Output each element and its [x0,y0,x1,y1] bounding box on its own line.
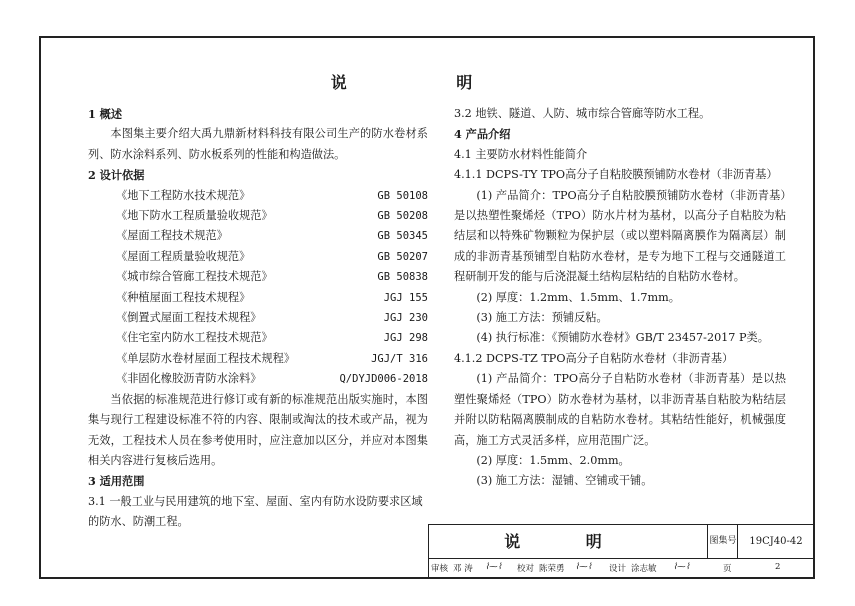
left-column [88,104,428,533]
product-1-standard: (4) 执行标准：《预铺防水卷材》GB/T 23457-2017 P类。 [476,331,769,345]
section-4-1: 4.1 主要防水材料性能简介 [454,147,588,161]
design-label: 设计 [609,564,627,574]
standard-code: GB 50108 [377,189,428,202]
standard-row [88,186,428,206]
standard-row [88,349,428,369]
section-4-1-1: 4.1.1 DCPS-TY TPO高分子自粘胶膜预铺防水卷材（非沥青基） [454,168,778,182]
standard-row [88,288,428,308]
standard-code: GB 50345 [377,230,428,243]
product-1-method: (3) 施工方法：预铺反粘。 [476,311,608,325]
standard-name: 《倒置式屋面工程技术规程》 [116,311,262,325]
proofer-name: 陈荣勇 [539,564,565,574]
standard-code: JGJ 230 [383,312,428,325]
product-2-thickness: (2) 厚度：1.5mm、2.0mm。 [476,453,630,467]
reviewer-name: 邓 涛 [453,564,473,574]
designer-signature: ⌇⁓⌇ [673,562,690,572]
designer-name: 涂志敏 [631,564,657,574]
section-1-heading: 1 概述 [88,107,123,121]
section-3-2: 3.2 地铁、隧道、人防、城市综合管廊等防水工程。 [454,107,711,120]
standard-code: JGJ/T 316 [371,352,428,365]
standard-code: GB 50208 [377,210,428,223]
standard-name: 《非固化橡胶沥青防水涂料》 [116,372,262,386]
standard-code: GB 50838 [377,271,428,284]
section-3-heading: 3 适用范围 [88,474,145,489]
standard-row [88,247,428,267]
page-number: 2 [775,562,781,572]
standard-name: 《屋面工程技术规范》 [116,229,228,243]
product-1-intro: (1) 产品简介：TPO高分子自粘胶膜预铺防水卷材（非沥青基）是以热塑性聚烯烃（TPO）防水片材为基材，以高分子自粘胶为粘结层和以特殊矿物颗粒为保护层（或以塑料隔离膜作为隔离层）制成的非沥青基预铺型自粘防水卷材，是专为地下工程与交通隧道工程研制开发的能与后浇混凝土结构层粘结的自粘防水卷材。 [454,188,786,284]
standard-name: 《单层防水卷材屋面工程技术规程》 [116,351,296,365]
page-label: 页 [723,564,732,574]
proofer-signature: ⌇⁓⌇ [575,562,592,572]
page-title: 说 明 [330,73,525,92]
standard-row [88,226,428,246]
product-1-thickness: (2) 厚度：1.2mm、1.5mm、1.7mm。 [476,290,680,304]
section-3-1: 3.1 一般工业与民用建筑的地下室、屋面、室内有防水设防要求区域的防水、防潮工程。 [88,494,423,529]
standard-code: JGJ 298 [383,332,428,345]
standard-row [88,328,428,348]
review-label: 审核 [431,564,449,574]
standard-name: 《种植屋面工程技术规程》 [116,290,251,304]
standard-row [88,308,428,328]
section-4-heading: 4 产品介绍 [454,127,511,142]
section-2-text: 当依据的标准规范进行修订或有新的标准规范出版实施时，本图集与现行工程建设标准不符的内容、限制或淘汰的技术或产品，视为无效，工程技术人员在参考使用时，应注意加以区分，并应对本图集相关内容进行复核后选用。 [88,392,428,467]
product-2-intro: (1) 产品简介：TPO高分子自粘防水卷材（非沥青基）是以热塑性聚烯烃（TPO）防水卷材为基材，以非沥青基自粘胶为粘结层并附以防粘隔离膜制成的自粘防水卷材。其粘结性能好，机械强度高，施工方式灵活多样，应用范围广泛。 [454,372,786,447]
section-1-text: 本图集主要介绍大禹九鼎新材料科技有限公司生产的防水卷材系列、防水涂料系列、防水板系列的性能和构造做法。 [88,127,428,161]
standards-list [88,186,428,390]
proof-label: 校对 [517,564,535,574]
standard-code: GB 50207 [377,250,428,263]
standard-name: 《屋面工程质量验收规范》 [116,249,251,263]
standard-name: 《地下防水工程质量验收规范》 [116,209,273,223]
title-block [428,524,813,577]
reviewer-signature: ⌇⁓⌇ [485,562,502,572]
standard-name: 《住宅室内防水工程技术规范》 [116,331,273,345]
standard-row [88,206,428,226]
standard-name: 《城市综合管廊工程技术规范》 [116,270,273,284]
right-column [454,104,786,492]
atlas-number: 19CJ40-42 [737,525,814,558]
section-2-heading: 2 设计依据 [88,168,145,183]
product-2-method: (3) 施工方法：湿铺、空铺或干铺。 [476,474,653,488]
standard-name: 《地下工程防水技术规范》 [116,188,251,202]
title-block-title: 说 明 [504,532,632,551]
standard-row [88,369,428,389]
standard-code: Q/DYJD006-2018 [339,373,428,386]
standard-code: JGJ 155 [383,291,428,304]
atlas-label: 图集号 [707,525,738,558]
standard-row [88,267,428,287]
section-4-1-2: 4.1.2 DCPS-TZ TPO高分子自粘防水卷材（非沥青基） [454,351,734,365]
